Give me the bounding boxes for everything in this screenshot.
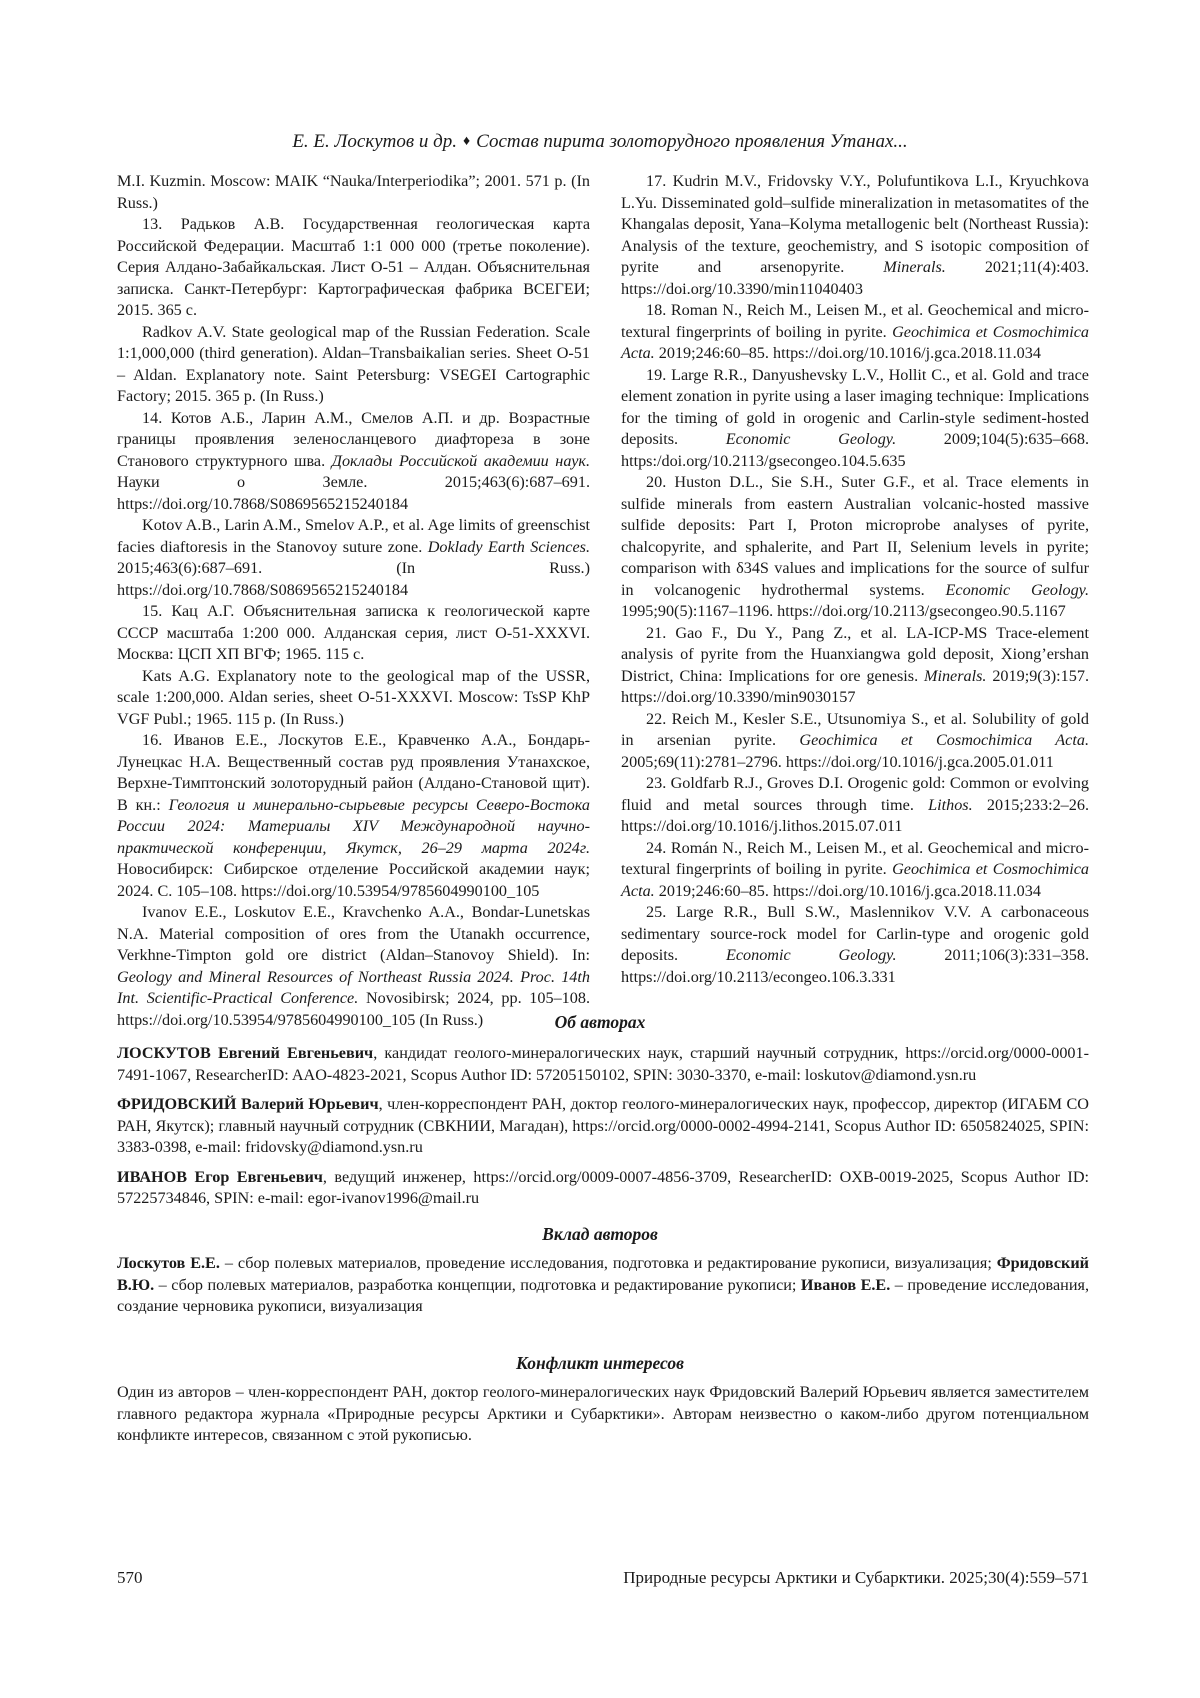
reference-entry (621, 902, 1089, 988)
italic-title: Economic Geology. (725, 946, 897, 964)
text-run: , кандидат геолого-минералогических наук, старший научный сотрудник, https://orcid.org/0000-0001-7491-1067, ResearcherID: AAO-4823-2021, Scopus Author ID: 57205150102, SPIN: 3030-3370, e-mail: loskutov@diamond.ysn.ru (117, 1044, 1090, 1084)
text-run: 2019;9(3):157. https://doi.org/10.3390/min9030157 (621, 666, 1089, 706)
reference-entry (621, 623, 1089, 709)
reference-entry (117, 214, 590, 322)
author-name: ФРИДОВСКИЙ Валерий Юрьевич (117, 1095, 379, 1113)
italic-title: Lithos. (928, 795, 973, 814)
italic-title: Geochimica et Cosmochimica Acta. (799, 731, 1090, 749)
text-run: M.I. Kuzmin. Moscow: MAIK “Nauka/Interperiodika”; 2001. 571 p. (In Russ.) (117, 172, 590, 212)
author-entry (117, 1167, 1089, 1210)
text-run: 22. Reich M., Kesler S.E., Utsunomiya S., et al. Solubility of gold in arsenian pyrite. (621, 709, 1089, 749)
contribution-block (117, 1253, 1089, 1326)
text-run: Kotov A.B., Larin A.M., Smelov A.P., et al. Age limits of greenschist facies diaftoresis in the Stanovoy suture zone. (117, 516, 590, 556)
text-run: 2009;104(5):635–668. https:/doi.org/10.2113/gsecongeo.104.5.635 (621, 430, 1090, 470)
page-number: 570 (117, 1568, 143, 1587)
running-head-authors: Е. Е. Лоскутов и др. (292, 131, 457, 152)
reference-entry (621, 365, 1089, 473)
text-run: – проведение исследования, создание черновика рукописи, визуализация (117, 1275, 1089, 1315)
text-run: Ivanov E.E., Loskutov E.E., Kravchenko A.A., Bondar-Lunetskas N.A. Material composition of ores from the Utanakh occurrence, Verkhne-Timpton gold ore district (Aldan–Stanovoy Shield). In: (117, 903, 590, 964)
text-run: 25. Large R.R., Bull S.W., Maslennikov V.V. A carbonaceous sedimentary source-rock model for Carlin-type and orogenic gold deposits. (621, 903, 1089, 964)
text-run: 1995;90(5):1167–1196. https://doi.org/10.2113/gsecongeo.90.5.1167 (621, 602, 1066, 620)
italic-title: Доклады Российской академии наук. (331, 451, 590, 470)
running-head-separator: ♦ (462, 134, 471, 149)
references-right-column (621, 171, 1089, 988)
contribution-title: Вклад авторов (542, 1224, 658, 1244)
reference-entry (117, 515, 590, 601)
italic-title: Geology and Mineral Resources of Northeast Russia 2024. Proc. 14th Int. Scientific-Practical Conference. (117, 967, 590, 1007)
running-head-title: Состав пирита золоторудного проявления Утанах... (476, 131, 908, 152)
reference-entry (621, 773, 1089, 838)
text-run: 20. Huston D.L., Sie S.H., Suter G.F., et al. Trace elements in sulfide minerals from eastern Australian volcanic-hosted massive sulfide deposits: Part I, Proton microprobe analyses of pyrite, chalcopyrite, and sphalerite, and Part II, Selenium levels in pyrite; comparison with δ34S values and implications for the source of sulfur in volcanogenic hydrothermal systems. (621, 473, 1089, 599)
text-run: Науки о Земле. 2015;463(6):687–691. https://doi.org/10.7868/S0869565215240184 (117, 473, 590, 513)
text-run: – сбор полевых материалов, проведение исследования, подготовка и редактирование рукописи, визуализация; (219, 1254, 997, 1272)
reference-entry (621, 838, 1089, 903)
reference-entry (117, 322, 590, 408)
text-run: 2015;463(6):687–691. (In Russ.) https://doi.org/10.7868/S0869565215240184 (117, 559, 590, 599)
reference-entry (117, 601, 590, 666)
italic-title: Economic Geology. (725, 430, 897, 448)
italic-title: Geochimica et Cosmochimica Acta. (621, 322, 1089, 362)
text-run: 18. Roman N., Reich M., Leisen M., et al. Geochemical and micro-textural fingerprints of boiling in pyrite. (621, 301, 1089, 341)
text-run: 16. Иванов Е.Е., Лоскутов Е.Е., Кравченко А.А., Бондарь-Лунецкас Н.А. Вещественный состав руд проявления Утанахское, Верхне-Тимптонский золоторудный район (Алдано-Становой щит). В кн.: (117, 731, 590, 814)
running-head (0, 131, 1200, 153)
italic-title: Geochimica et Cosmochimica Acta. (621, 860, 1089, 900)
conflict-block (117, 1382, 1089, 1455)
text-run: Novosibirsk; 2024, pp. 105–108. https://doi.org/10.53954/9785604990100_105 (In Russ.) (117, 989, 590, 1029)
italic-title: Minerals. (883, 258, 946, 276)
text-run: 2019;246:60–85. https://doi.org/10.1016/j.gca.2018.11.034 (654, 881, 1041, 900)
author-entry (117, 1043, 1089, 1086)
contribution-text (117, 1253, 1089, 1318)
reference-entry (117, 171, 590, 214)
reference-entry (117, 408, 590, 516)
italic-title: Doklady Earth Sciences. (427, 537, 590, 556)
author-entry (117, 1094, 1089, 1159)
text-run: 13. Радьков А.В. Государственная геологическая карта Российской Федерации. Масштаб 1:1 000 000 (третье поколение). Серия Алдано-Забайкальская. Лист О-51 – Алдан. Объяснительная записка. Санкт-Петербург: Картографическая фабрика ВСЕГЕИ; 2015. 365 с. (117, 215, 590, 319)
about-authors-block (117, 1043, 1089, 1218)
text-run: 2005;69(11):2781–2796. https://doi.org/10.1016/j.gca.2005.01.011 (621, 752, 1054, 771)
text-run: , член-корреспондент РАН, доктор геолого-минералогических наук, профессор, директор (ИГАБМ СО РАН, Якутск); главный научный сотрудник (СВКНИИ, Магадан), https://orcid.org/0000-0002-4994-2141, Scopus Author ID: 6505824025, SPIN: 3383-0398, e-mail: fridovsky@diamond.ysn.ru (117, 1095, 1090, 1156)
text-run: – сбор полевых материалов, разработка концепции, подготовка и редактирование рукописи; (154, 1275, 801, 1294)
text-run: 23. Goldfarb R.J., Groves D.I. Orogenic gold: Common or evolving fluid and metal sources through time. (621, 774, 1089, 814)
text-run: 2015;233:2–26. https://doi.org/10.1016/j.lithos.2015.07.011 (621, 795, 1089, 835)
text-run: 21. Gao F., Du Y., Pang Z., et al. LA-ICP-MS Trace-element analysis of pyrite from the Huanxiangwa gold deposit, Xiong’ershan District, China: Implications for ore genesis. (621, 623, 1089, 685)
text-run: 2021;11(4):403. https://doi.org/10.3390/min11040403 (621, 258, 1089, 298)
reference-entry (621, 171, 1089, 300)
italic-title: Геология и минерально-сырьевые ресурсы Северо-Востока России 2024: Материалы XIV Международной научно-практической конференции, Якутск, 26–29 марта 2024г. (117, 795, 590, 857)
text-run: Новосибирск: Сибирское отделение Российской академии наук; 2024. С. 105–108. https://doi.org/10.53954/9785604990100_105 (117, 860, 590, 900)
author-name: Фридовский В.Ю. (117, 1254, 1089, 1294)
text-run: 2019;246:60–85. https://doi.org/10.1016/j.gca.2018.11.034 (654, 344, 1041, 362)
text-run: 2011;106(3):331–358. https://doi.org/10.2113/econgeo.106.3.331 (621, 946, 1089, 986)
reference-entry (621, 709, 1089, 774)
journal-citation: Природные ресурсы Арктики и Субарктики. 2025;30(4):559–571 (623, 1568, 1089, 1587)
author-name: ЛОСКУТОВ Евгений Евгеньевич (117, 1044, 374, 1062)
reference-entry (621, 472, 1089, 623)
author-name: Иванов Е.Е. (800, 1275, 891, 1294)
text-run: , ведущий инженер, https://orcid.org/0009-0007-4856-3709, ResearcherID: OXB-0019-2025, Scopus Author ID: 57225734846, SPIN: e-mail: egor-ivanov1996@mail.ru (117, 1167, 1090, 1207)
text-run: 19. Large R.R., Danyushevsky L.V., Hollit C., et al. Gold and trace element zonation in pyrite using a laser imaging technique: Implications for the timing of gold in orogenic and Carlin-style sediment-hosted deposits. (621, 365, 1089, 448)
references-left-column (117, 171, 590, 1031)
conflict-title: Конфликт интересов (516, 1353, 684, 1373)
text-run: 17. Kudrin M.V., Fridovsky V.Y., Polufuntikova L.I., Kryuchkova L.Yu. Disseminated gold–sulfide mineralization in metasomatites of the Khangalas deposit, Yana–Kolyma metallogenic belt (Northeast Russia): Analysis of the texture, geochemistry, and S isotopic composition of pyrite and arsenopyrite. (621, 172, 1089, 276)
conflict-text: Один из авторов – член-корреспондент РАН, доктор геолого-минералогических наук Фридовский Валерий Юрьевич является заместителем главного редактора журнала «Природные ресурсы Арктики и Субарктики». Авторам неизвестно о каком-либо другом потенциальном конфликте интересов, связанном с этой рукописью. (117, 1383, 1089, 1444)
reference-entry (117, 730, 590, 902)
author-name: ИВАНОВ Егор Евгеньевич (117, 1167, 323, 1186)
reference-entry (117, 666, 590, 731)
italic-title: Minerals. (923, 666, 987, 685)
text-run: 14. Котов А.Б., Ларин А.М., Смелов А.П. и др. Возрастные границы проявления зеленосланцевого диафтореза в зоне Станового структурного шва. (117, 408, 590, 470)
reference-entry (621, 300, 1089, 365)
text-run: 24. Román N., Reich M., Leisen M., et al. Geochemical and micro-textural fingerprints of boiling in pyrite. (621, 838, 1089, 878)
text-run: Kats A.G. Explanatory note to the geological map of the USSR, scale 1:200,000. Aldan series, sheet O-51-XXXVI. Moscow: TsSP KhP VGF Publ.; 1965. 115 p. (In Russ.) (117, 666, 590, 728)
author-name: Лоскутов Е.Е. (117, 1254, 220, 1272)
text-run: 15. Кац А.Г. Объяснительная записка к геологической карте СССР масштаба 1:200 000. Алданская серия, лист О-51-XXXVI. Москва: ЦСП ХП ВГФ; 1965. 115 с. (117, 602, 590, 663)
about-authors-title: Об авторах (554, 1012, 646, 1032)
italic-title: Economic Geology. (945, 580, 1090, 599)
text-run: Radkov A.V. State geological map of the Russian Federation. Scale 1:1,000,000 (third generation). Aldan–Transbaikalian series. Sheet O-51 – Aldan. Explanatory note. Saint Petersburg: VSEGEI Cartographic Factory; 2015. 365 p. (In Russ.) (117, 322, 590, 405)
